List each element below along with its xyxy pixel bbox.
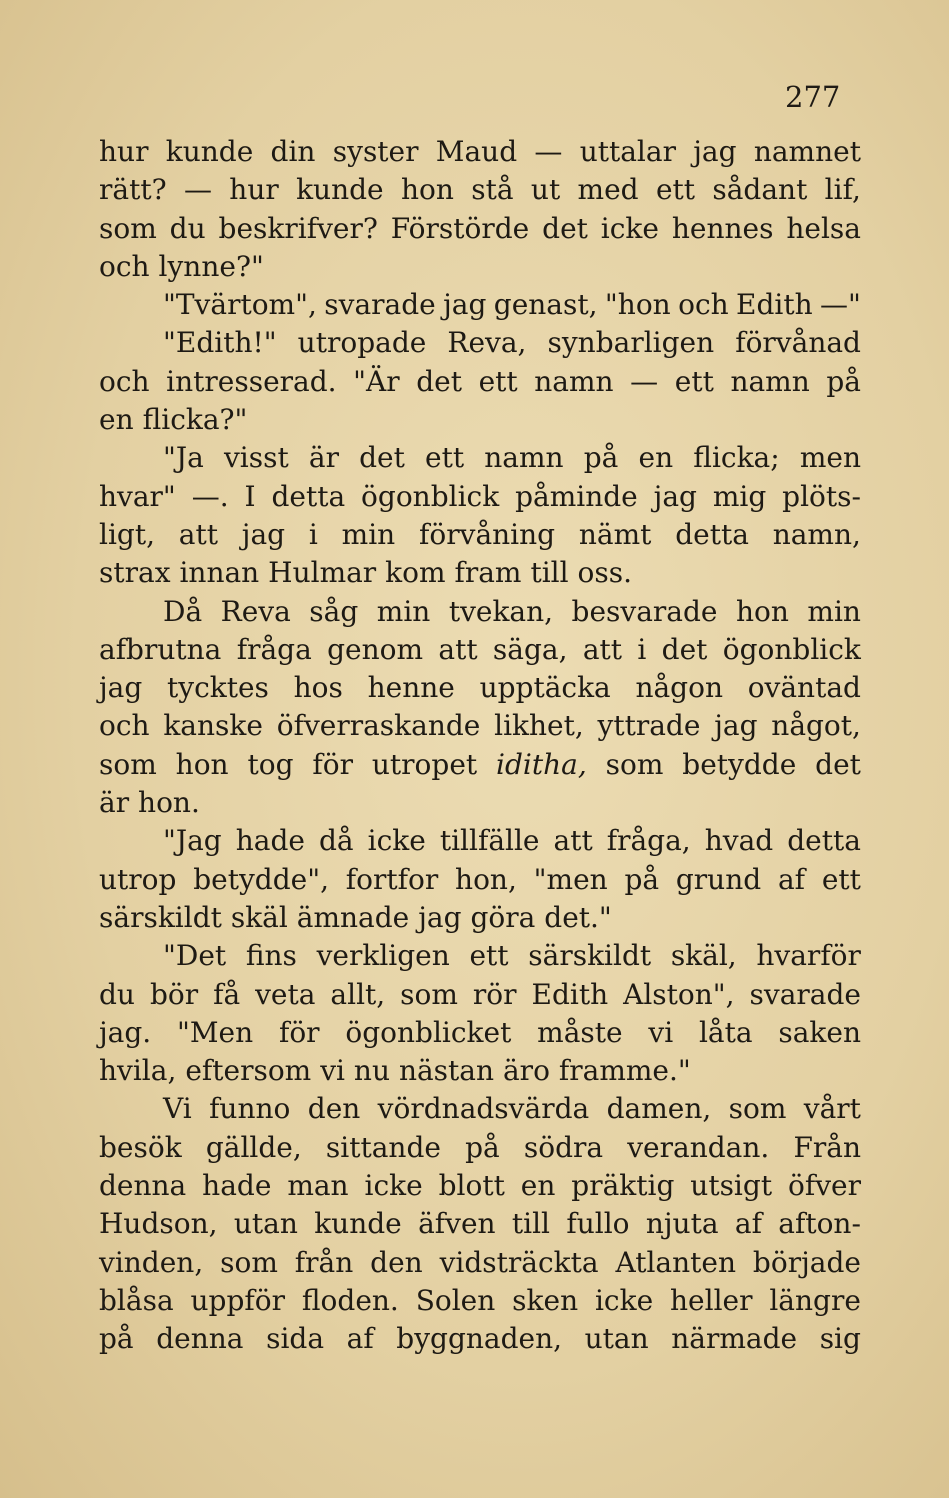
word: upptäcka — [479, 671, 611, 705]
word: präktig — [571, 1169, 675, 1203]
word: från — [294, 1245, 354, 1279]
word: södra — [523, 1130, 604, 1164]
word: besök — [99, 1130, 182, 1164]
word: — — [630, 364, 659, 398]
word: en — [520, 1169, 556, 1203]
word: fråga, — [606, 824, 691, 858]
word: ett — [478, 364, 518, 398]
word: längre — [769, 1283, 861, 1317]
word: började — [752, 1245, 861, 1279]
word: den — [307, 1092, 361, 1126]
word: hvarför — [756, 939, 861, 973]
word: grund — [675, 862, 762, 896]
word: jag — [693, 135, 737, 168]
word: vördnadsvärda — [377, 1092, 590, 1126]
word: är — [99, 786, 130, 820]
word: synbarligen — [547, 326, 715, 360]
word: jag. — [99, 1015, 152, 1049]
word: —" — [820, 288, 861, 322]
word: uppför — [190, 1283, 285, 1317]
text-line — [99, 822, 861, 860]
word: ämnade — [296, 900, 410, 934]
word: Från — [793, 1130, 861, 1164]
word: yttrade — [597, 709, 701, 743]
text-line — [99, 937, 861, 975]
word: flicka?" — [142, 403, 248, 437]
word: njuta — [645, 1207, 719, 1241]
word: hur — [229, 173, 279, 207]
word: din — [270, 135, 316, 168]
word: hon, — [455, 862, 517, 896]
word: tillfälle — [439, 824, 540, 858]
word: sken — [512, 1283, 579, 1317]
word: — — [183, 173, 212, 207]
word: såg — [309, 594, 359, 628]
word: mig — [712, 479, 767, 513]
word: min — [341, 517, 396, 551]
word: byggnaden, — [396, 1322, 563, 1356]
word: Solen — [415, 1283, 496, 1317]
text-line — [99, 248, 861, 286]
word: till — [530, 556, 569, 590]
word: i — [637, 632, 647, 666]
word: utropade — [297, 326, 427, 360]
text-line — [99, 324, 861, 362]
text-line — [99, 1090, 861, 1128]
word: "Edith!" — [163, 326, 277, 360]
text-line — [99, 478, 861, 516]
word: som — [220, 1245, 278, 1279]
word: ett — [674, 364, 714, 398]
word: ögonblick — [722, 632, 861, 666]
word: fins — [245, 939, 297, 973]
word: —. — [191, 479, 229, 513]
word: utrop — [99, 862, 177, 896]
word: fortfor — [345, 862, 439, 896]
word: stå — [471, 173, 514, 207]
text-line — [99, 1167, 861, 1205]
text-line — [99, 976, 861, 1014]
word: icke — [364, 1169, 423, 1203]
word: gällde, — [205, 1130, 302, 1164]
word: vidsträckta — [439, 1245, 599, 1279]
text-line — [99, 401, 861, 439]
word: kanske — [163, 709, 263, 743]
text-line — [99, 1320, 861, 1358]
word: på — [826, 364, 861, 398]
word: kunde — [314, 1207, 402, 1241]
text-line — [99, 439, 861, 477]
word: flicka; — [693, 441, 780, 475]
word: en — [638, 441, 674, 475]
word: oväntad — [747, 671, 861, 705]
word: särskildt — [99, 900, 222, 934]
word: "Är — [353, 364, 400, 398]
word: utropet — [371, 747, 478, 781]
word: måste — [537, 1015, 623, 1049]
word: veta — [255, 977, 316, 1011]
word: Reva, — [447, 326, 527, 360]
word: "Men — [177, 1015, 254, 1049]
word: göra — [470, 900, 536, 934]
word: för — [312, 747, 353, 781]
word: helsa — [786, 211, 861, 245]
word: syster — [332, 135, 419, 168]
word: detta — [675, 517, 749, 551]
word: och — [99, 709, 150, 743]
word: Maud — [435, 135, 518, 168]
word: genast, — [493, 288, 598, 322]
word: ögonblick — [361, 479, 500, 513]
word: afbrutna — [99, 632, 222, 666]
word: Atlanten — [615, 1245, 737, 1279]
word: ett — [821, 862, 861, 896]
word: det — [542, 211, 588, 245]
word: icke — [367, 824, 426, 858]
word: fråga — [236, 632, 312, 666]
word: "hon — [604, 288, 671, 322]
word: utan — [233, 1207, 298, 1241]
word: ett — [655, 173, 696, 207]
text-line — [99, 631, 861, 669]
word: påminde — [515, 479, 638, 513]
word: tvekan, — [448, 594, 554, 628]
word: med — [577, 173, 639, 207]
word: ett — [469, 939, 509, 973]
word: du — [169, 211, 206, 245]
word: beskrifver? — [218, 211, 378, 245]
word: någon — [635, 671, 723, 705]
word: jag — [443, 288, 487, 322]
word: vinden, — [99, 1245, 204, 1279]
word: som — [605, 747, 664, 781]
word: sådant — [712, 173, 808, 207]
word: fullo — [566, 1207, 630, 1241]
word: för — [278, 1015, 320, 1049]
word: jag — [653, 479, 697, 513]
text-line — [99, 593, 861, 631]
page-number: 277 — [785, 80, 841, 114]
word: som — [400, 977, 458, 1011]
word: Alston", — [623, 977, 735, 1011]
word: genom — [327, 632, 424, 666]
word: något, — [771, 709, 861, 743]
word: hade — [202, 1169, 272, 1203]
word: svarade — [749, 977, 861, 1011]
word: Då — [163, 594, 203, 628]
word: allt, — [330, 977, 386, 1011]
word: min — [376, 594, 431, 628]
word: damen, — [606, 1092, 712, 1126]
text-line — [99, 1205, 861, 1243]
word: vårt — [803, 1092, 861, 1126]
text-line — [99, 1129, 861, 1167]
word: kunde — [165, 135, 254, 168]
word: "Tvärtom", — [163, 288, 317, 322]
word: namn — [534, 364, 614, 398]
word: bör — [149, 977, 199, 1011]
text-line — [99, 363, 861, 401]
word: men — [799, 441, 861, 475]
word: du — [99, 977, 135, 1011]
text-line — [99, 210, 861, 248]
word: äro — [502, 1054, 550, 1088]
word: betydde", — [193, 862, 329, 896]
word: innan — [179, 556, 260, 590]
word: att — [553, 824, 593, 858]
text-line — [99, 746, 861, 784]
word: besvarade — [571, 594, 718, 628]
word: hvar" — [99, 479, 176, 513]
word: heller — [670, 1283, 753, 1317]
word: hon — [175, 747, 229, 781]
word: på — [99, 1322, 134, 1356]
word: namn — [730, 364, 810, 398]
word: hade — [235, 824, 305, 858]
word: Edith — [531, 977, 609, 1011]
word: strax — [99, 556, 171, 590]
word: henne — [367, 671, 455, 705]
word: ögonblicket — [345, 1015, 512, 1049]
body-text — [99, 133, 861, 1359]
text-line — [99, 1244, 861, 1282]
word: tog — [247, 747, 294, 781]
word: det — [661, 632, 708, 666]
word: icke — [594, 1283, 654, 1317]
text-line — [99, 1052, 861, 1090]
word: blåsa — [99, 1283, 174, 1317]
text-line — [99, 669, 861, 707]
word: att — [582, 632, 623, 666]
word: namn, — [772, 517, 861, 551]
word: Förstörde — [390, 211, 530, 245]
word: funno — [209, 1092, 291, 1126]
word: och — [678, 288, 729, 322]
word: lynne?" — [158, 249, 264, 283]
word: detta — [787, 824, 861, 858]
word: sittande — [325, 1130, 441, 1164]
word: saken — [778, 1015, 861, 1049]
word: Edith — [736, 288, 813, 322]
word: nämt — [578, 517, 652, 551]
word: öfver — [787, 1169, 861, 1203]
text-line — [99, 133, 861, 171]
text-line — [99, 516, 861, 554]
word: oss. — [577, 556, 633, 590]
word: som — [99, 747, 157, 781]
word: hos — [293, 671, 343, 705]
word: verandan. — [627, 1130, 770, 1164]
word: lif, — [824, 173, 861, 207]
word: och — [99, 364, 150, 398]
word: ut — [530, 173, 561, 207]
word: till — [511, 1207, 551, 1241]
word: utsigt — [690, 1169, 773, 1203]
word: tycktes — [167, 671, 269, 705]
text-line — [99, 171, 861, 209]
word: namn — [484, 441, 564, 475]
word: Hudson, — [99, 1207, 218, 1241]
word: min — [807, 594, 861, 628]
word: jag — [241, 517, 286, 551]
word: som — [728, 1092, 787, 1126]
word: visst — [223, 441, 289, 475]
word: denna — [99, 1169, 187, 1203]
word: rör — [472, 977, 517, 1011]
word: rätt? — [99, 173, 167, 207]
word: öfverraskande — [276, 709, 481, 743]
word: vi — [648, 1015, 674, 1049]
word: likhet, — [494, 709, 584, 743]
word: afton- — [778, 1207, 861, 1241]
text-line — [99, 554, 861, 592]
word: särskildt — [528, 939, 652, 973]
word: verkligen — [316, 939, 450, 973]
word: hon. — [138, 786, 200, 820]
word: floden. — [301, 1283, 399, 1317]
word: svarade — [324, 288, 436, 322]
word: att — [438, 632, 478, 666]
word: blott — [438, 1169, 505, 1203]
word: fram — [454, 556, 522, 590]
word: namnet — [753, 135, 861, 168]
word: på — [465, 1130, 500, 1164]
word: få — [213, 977, 241, 1011]
word: hon — [735, 594, 789, 628]
word: kom — [385, 556, 446, 590]
word: som — [99, 211, 157, 245]
word: jag — [418, 900, 462, 934]
word: hvila, — [99, 1054, 177, 1088]
word: utan — [584, 1322, 649, 1356]
word: att — [178, 517, 218, 551]
word: då — [319, 824, 354, 858]
word: intresserad. — [166, 364, 337, 398]
word: — — [534, 135, 563, 168]
word: förvånad — [735, 326, 861, 360]
word: iditha, — [496, 747, 587, 781]
word: Reva — [220, 594, 291, 628]
word: vi — [320, 1054, 345, 1088]
word: det." — [544, 900, 612, 934]
text-line — [99, 1014, 861, 1052]
word: låta — [698, 1015, 753, 1049]
word: framme." — [558, 1054, 691, 1088]
text-line — [99, 861, 861, 899]
word: äfven — [418, 1207, 496, 1241]
word: det — [815, 747, 861, 781]
word: uttalar — [579, 135, 676, 168]
word: det — [359, 441, 405, 475]
word: hur — [99, 135, 149, 168]
word: eftersom — [185, 1054, 312, 1088]
word: nästan — [398, 1054, 495, 1088]
word: hvad — [704, 824, 774, 858]
word: ligt, — [99, 517, 155, 551]
word: betydde — [682, 747, 797, 781]
word: af — [777, 862, 806, 896]
word: detta — [271, 479, 346, 513]
word: skäl — [230, 900, 288, 934]
word: närmade — [671, 1322, 798, 1356]
word: plöts- — [782, 479, 861, 513]
word: "Ja — [163, 441, 204, 475]
word: på — [624, 862, 660, 896]
word: den — [370, 1245, 423, 1279]
word: man — [287, 1169, 349, 1203]
word: sida — [266, 1322, 325, 1356]
word: hennes — [671, 211, 774, 245]
word: jag — [99, 671, 143, 705]
word: icke — [600, 211, 659, 245]
word: är — [308, 441, 339, 475]
text-line — [99, 899, 861, 937]
word: på — [583, 441, 619, 475]
word: säga, — [492, 632, 568, 666]
word: hon — [400, 173, 454, 207]
word: I — [244, 479, 256, 513]
text-line — [99, 707, 861, 745]
word: sig — [819, 1322, 861, 1356]
word: en — [99, 403, 134, 437]
word: "men — [533, 862, 608, 896]
word: skäl, — [670, 939, 737, 973]
text-line — [99, 1282, 861, 1320]
word: nu — [353, 1054, 390, 1088]
word: ett — [425, 441, 465, 475]
word: det — [416, 364, 462, 398]
text-line — [99, 784, 861, 822]
word: kunde — [296, 173, 384, 207]
word: i — [308, 517, 318, 551]
word: Hulmar — [268, 556, 377, 590]
word: denna — [156, 1322, 244, 1356]
word: af — [734, 1207, 762, 1241]
text-line — [99, 286, 861, 324]
word: af — [346, 1322, 374, 1356]
word: och — [99, 249, 150, 283]
word: förvåning — [419, 517, 556, 551]
word: "Det — [163, 939, 227, 973]
word: "Jag — [163, 824, 222, 858]
word: jag — [714, 709, 758, 743]
word: Vi — [163, 1092, 192, 1126]
